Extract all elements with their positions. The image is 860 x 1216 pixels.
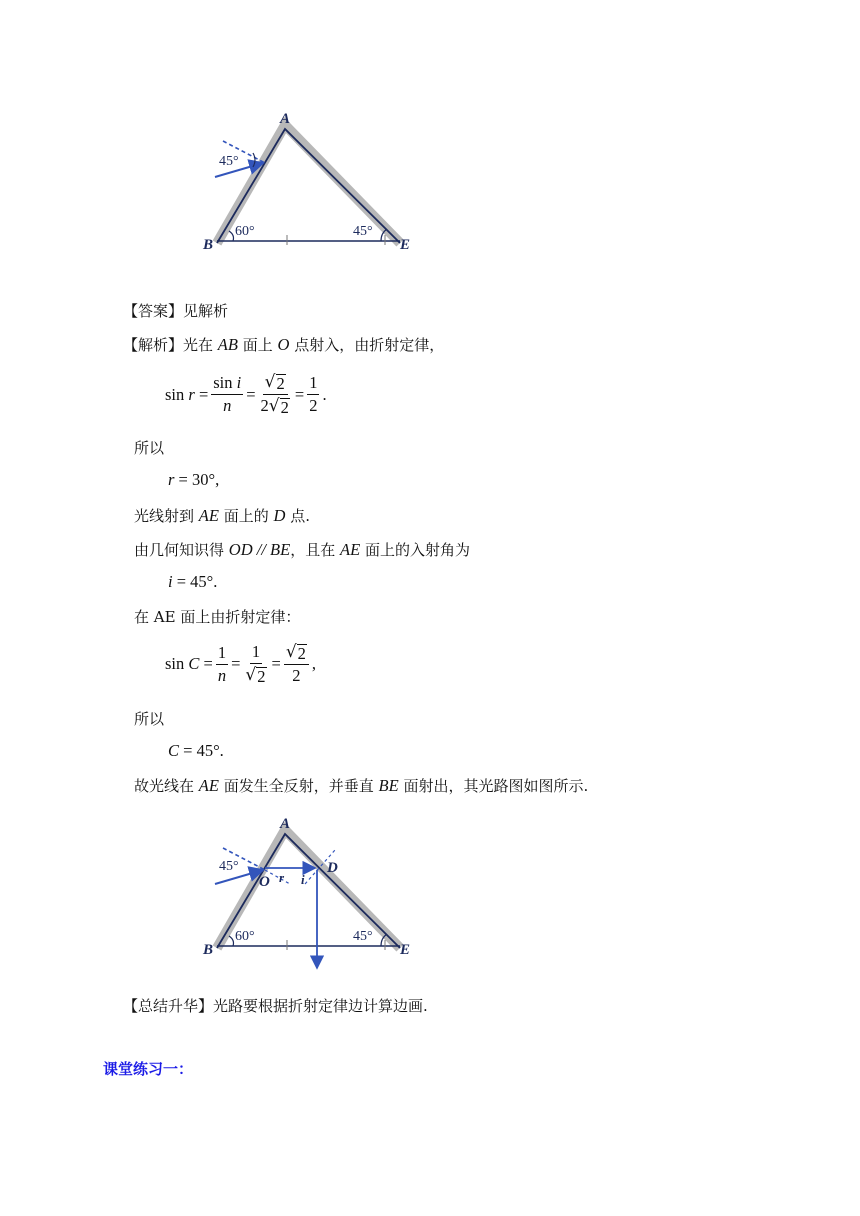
analysis-line-5: 在 AE 面上由折射定律：: [134, 608, 301, 626]
answer-tag: 【答案】: [123, 302, 184, 320]
label-angle-b: 60°: [235, 224, 255, 239]
analysis-line-1: 【解析】光在 AB 面上 O 点射入，由折射定律，: [123, 335, 445, 354]
label-angle-inc: 45°: [219, 154, 239, 169]
svg-text:r: r: [279, 870, 285, 885]
analysis-line-4: 由几何知识得 OD // BE，且在 AE 面上的入射角为: [134, 540, 470, 559]
svg-text:60°: 60°: [235, 929, 255, 944]
analysis-tag: 【解析】: [123, 336, 184, 354]
equation-c: C = 45°.: [168, 741, 224, 760]
angle-arc-b: [229, 231, 234, 241]
answer-line: [123, 300, 228, 321]
equation-r: r = 30°,: [168, 470, 220, 489]
svg-text:E: E: [400, 942, 411, 958]
equation-critical-angle: sin C = $\frac{1}{n}$ = 1 √ 2 = √ 2 2 ,: [165, 642, 317, 686]
label-e: E: [400, 237, 411, 253]
svg-text:i: i: [301, 872, 305, 887]
analysis-line-7: 故光线在 AE 面发生全反射，并垂直 BE 面射出，其光路图如图所示.: [134, 776, 589, 795]
label-a: A: [280, 111, 291, 127]
label-b: B: [203, 237, 214, 253]
svg-text:B: B: [203, 942, 214, 958]
svg-text:O: O: [259, 874, 270, 890]
svg-text:A: A: [280, 816, 291, 832]
summary-text: 光路要根据折射定律边计算边画.: [213, 997, 428, 1015]
summary-line: [123, 995, 428, 1016]
exercise-heading: 课堂练习一：: [103, 1060, 194, 1078]
answer-text: 见解析: [183, 302, 229, 320]
prism-diagram-2: [195, 812, 425, 972]
equation-snell-1: sin r = $\frac{\text{sin i}}{n}$ = √ 2 2 √ 2 = $\frac{1}{2}$ .: [165, 372, 327, 417]
analysis-line-3: 光线射到 AE 面上的 D 点.: [134, 506, 310, 525]
prism-diagram-1: [195, 105, 425, 265]
svg-text:45°: 45°: [353, 929, 373, 944]
label-angle-e: 45°: [353, 224, 373, 239]
so-line-2: 所以: [134, 710, 165, 728]
so-line-1: 所以: [134, 439, 165, 457]
svg-text:D: D: [327, 860, 338, 876]
equation-i: i = 45°.: [168, 572, 218, 591]
summary-tag: 【总结升华】: [123, 997, 214, 1015]
svg-text:45°: 45°: [219, 859, 239, 874]
